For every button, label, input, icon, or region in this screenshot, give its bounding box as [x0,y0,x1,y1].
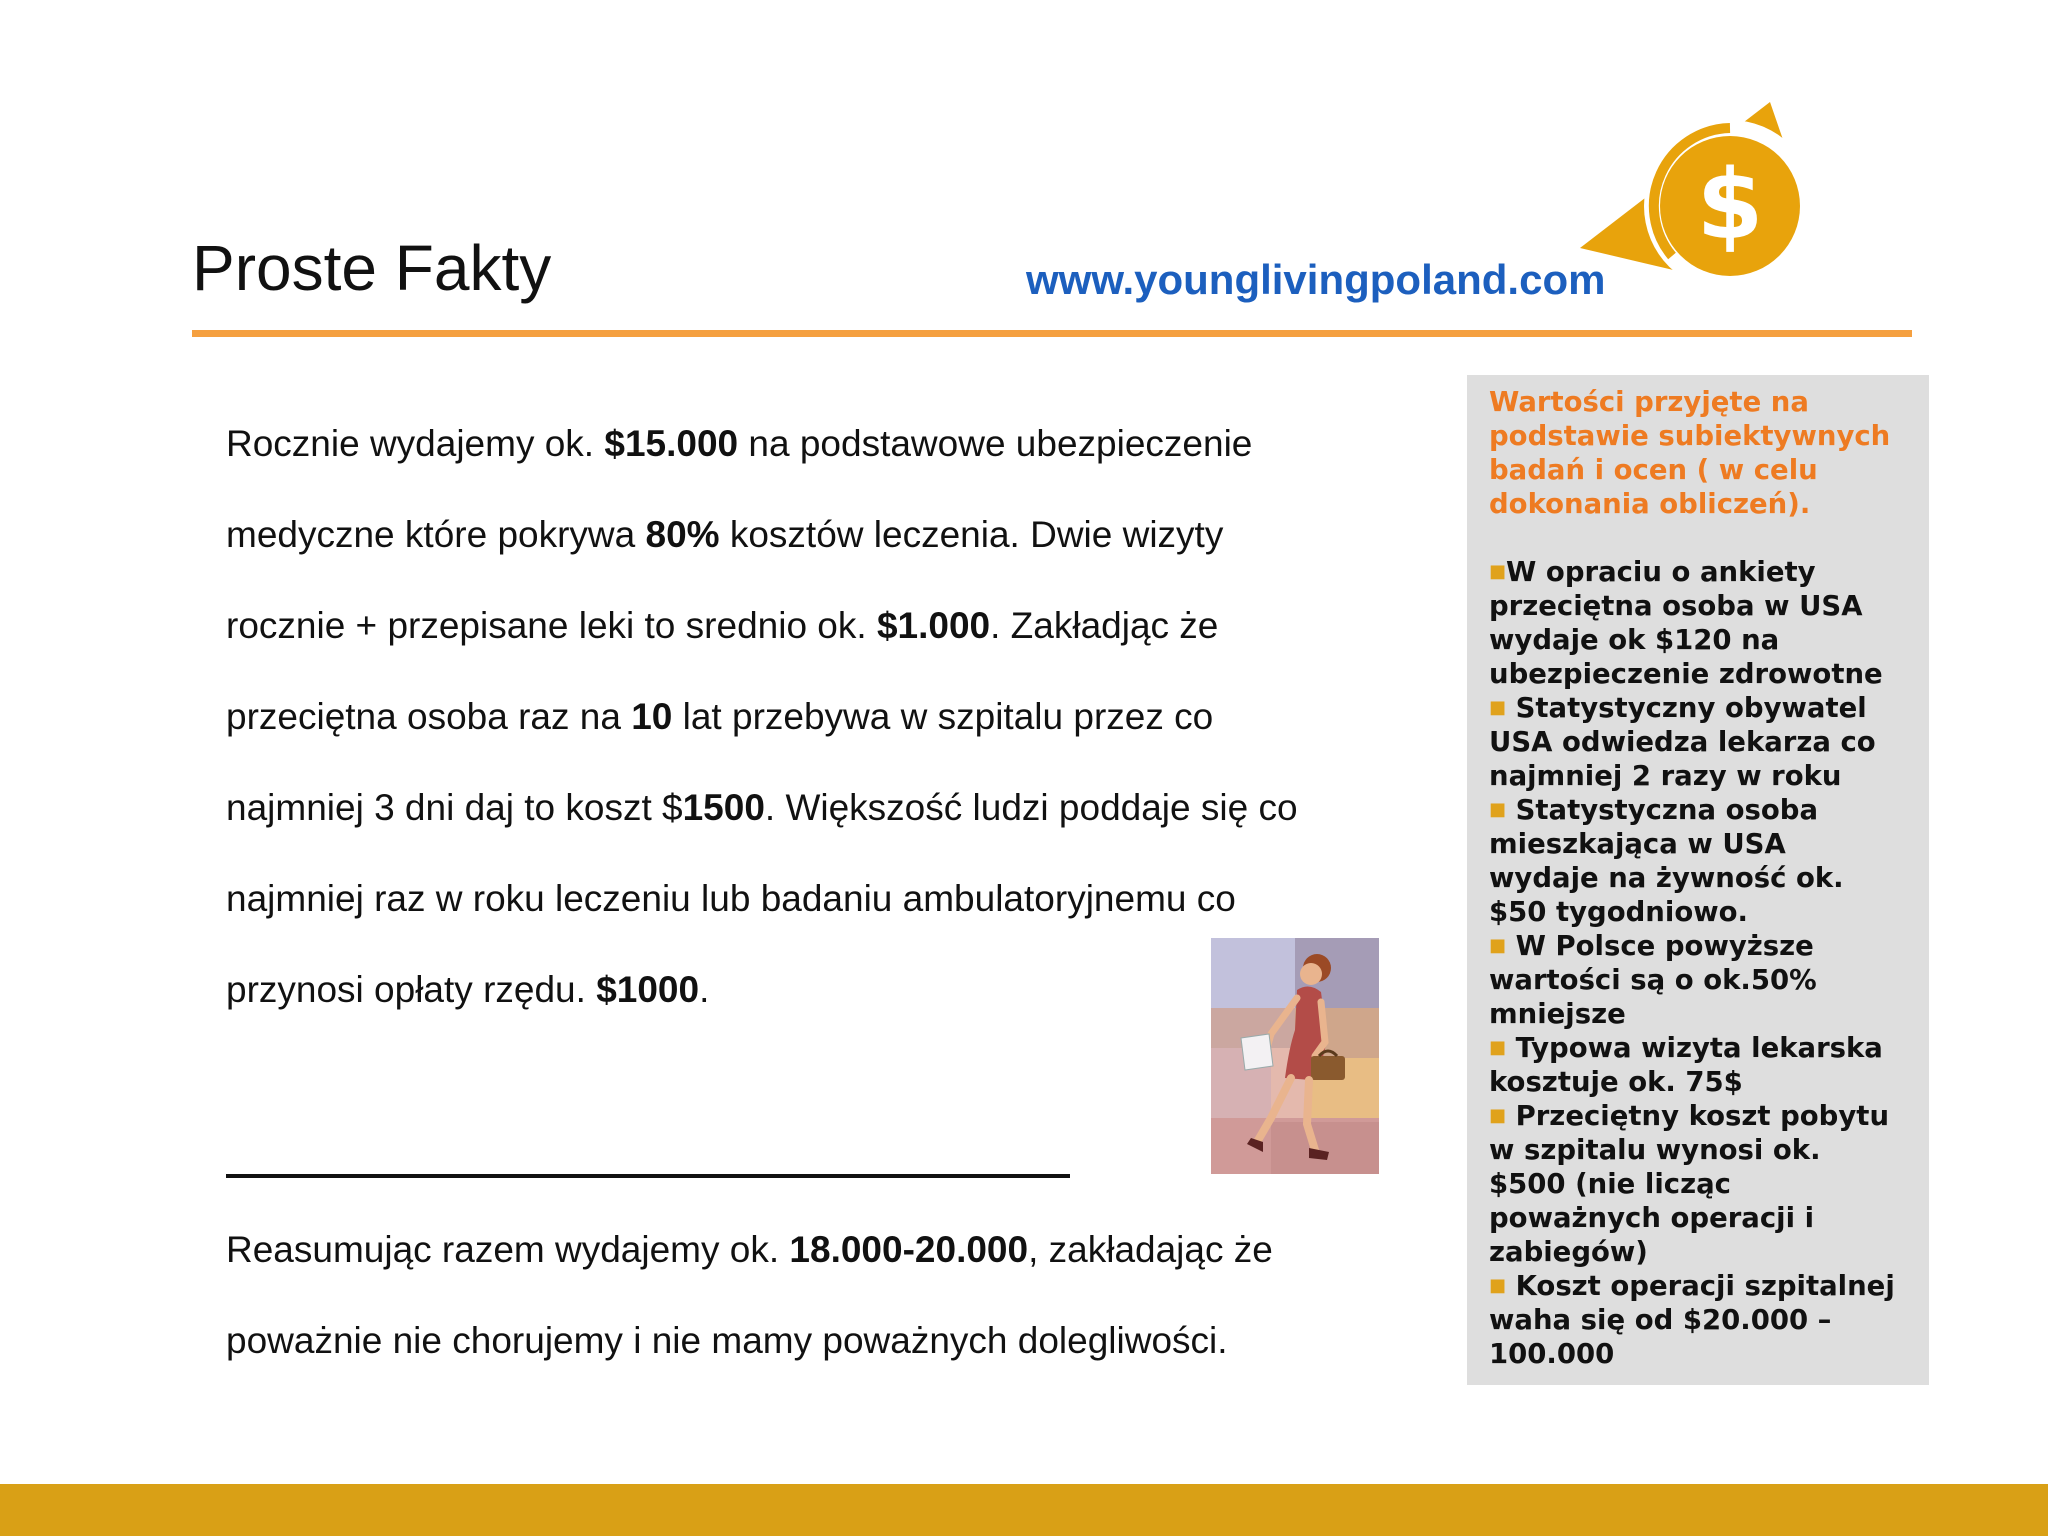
page-title: Proste Fakty [192,232,552,304]
bullet-icon: ■ [1489,799,1507,820]
sidebar-item: ■ Przeciętny koszt pobytu w szpitalu wynosi ok. $500 (nie licząc poważnych operacji i zabiegów) [1489,1100,1890,1268]
bullet-icon: ■ [1489,697,1507,718]
dollar-coin-icon [1580,98,1820,298]
summary-divider [226,1174,1070,1178]
main-line: rocznie + przepisane leki to srednio ok. $1.000. Zakładjąc że [226,605,1219,646]
bullet-icon: ■ [1489,1037,1507,1058]
main-line: przeciętna osoba raz na 10 lat przebywa w szpitalu przez co [226,696,1214,737]
sidebar-item: ■W opraciu o ankiety przeciętna osoba w USA wydaje ok $120 na ubezpieczenie zdrowotne [1489,556,1883,690]
main-line: najmniej raz w roku leczeniu lub badaniu ambulatoryjnemu co [226,878,1236,919]
sidebar-item: ■ Statystyczna osoba mieszkająca w USA wydaje na żywność ok. $50 tygodniowo. [1489,794,1844,928]
sidebar-heading: Wartości przyjęte na podstawie subiektywnych badań i ocen ( w celu dokonania obliczeń). [1489,386,1891,520]
businesswoman-walking-icon [1211,938,1379,1174]
sidebar-item: ■ Koszt operacji szpitalnej waha się od $20.000 – 100.000 [1489,1270,1895,1370]
summary-line: poważnie nie chorujemy i nie mamy poważnych dolegliwości. [226,1320,1228,1361]
sidebar-item: ■ Typowa wizyta lekarska kosztuje ok. 75$ [1489,1032,1883,1098]
bullet-icon: ■ [1489,561,1507,582]
main-line: przynosi opłaty rzędu. $1000. [226,969,710,1010]
summary-text [226,1204,1426,1386]
bullet-icon: ■ [1489,1275,1507,1296]
main-line: medyczne które pokrywa 80% kosztów leczenia. Dwie wizyty [226,514,1224,555]
summary-line: Reasumując razem wydajemy ok. 18.000-20.000, zakładając że [226,1229,1273,1270]
bullet-icon: ■ [1489,935,1507,956]
svg-text:$: $ [1696,149,1764,261]
sidebar-item: ■ W Polsce powyższe wartości są o ok.50% mniejsze [1489,930,1817,1030]
footer-bar [0,1484,2048,1536]
facts-sidebar [1467,375,1929,1385]
sidebar-item: ■ Statystyczny obywatel USA odwiedza lekarza co najmniej 2 razy w roku [1489,692,1876,792]
header-divider [192,330,1912,337]
main-line: najmniej 3 dni daj to koszt $1500. Większość ludzi poddaje się co [226,787,1298,828]
website-link[interactable]: www.younglivingpoland.com [1026,256,1606,303]
bullet-icon: ■ [1489,1105,1507,1126]
main-line: Rocznie wydajemy ok. $15.000 na podstawowe ubezpieczenie [226,423,1253,464]
